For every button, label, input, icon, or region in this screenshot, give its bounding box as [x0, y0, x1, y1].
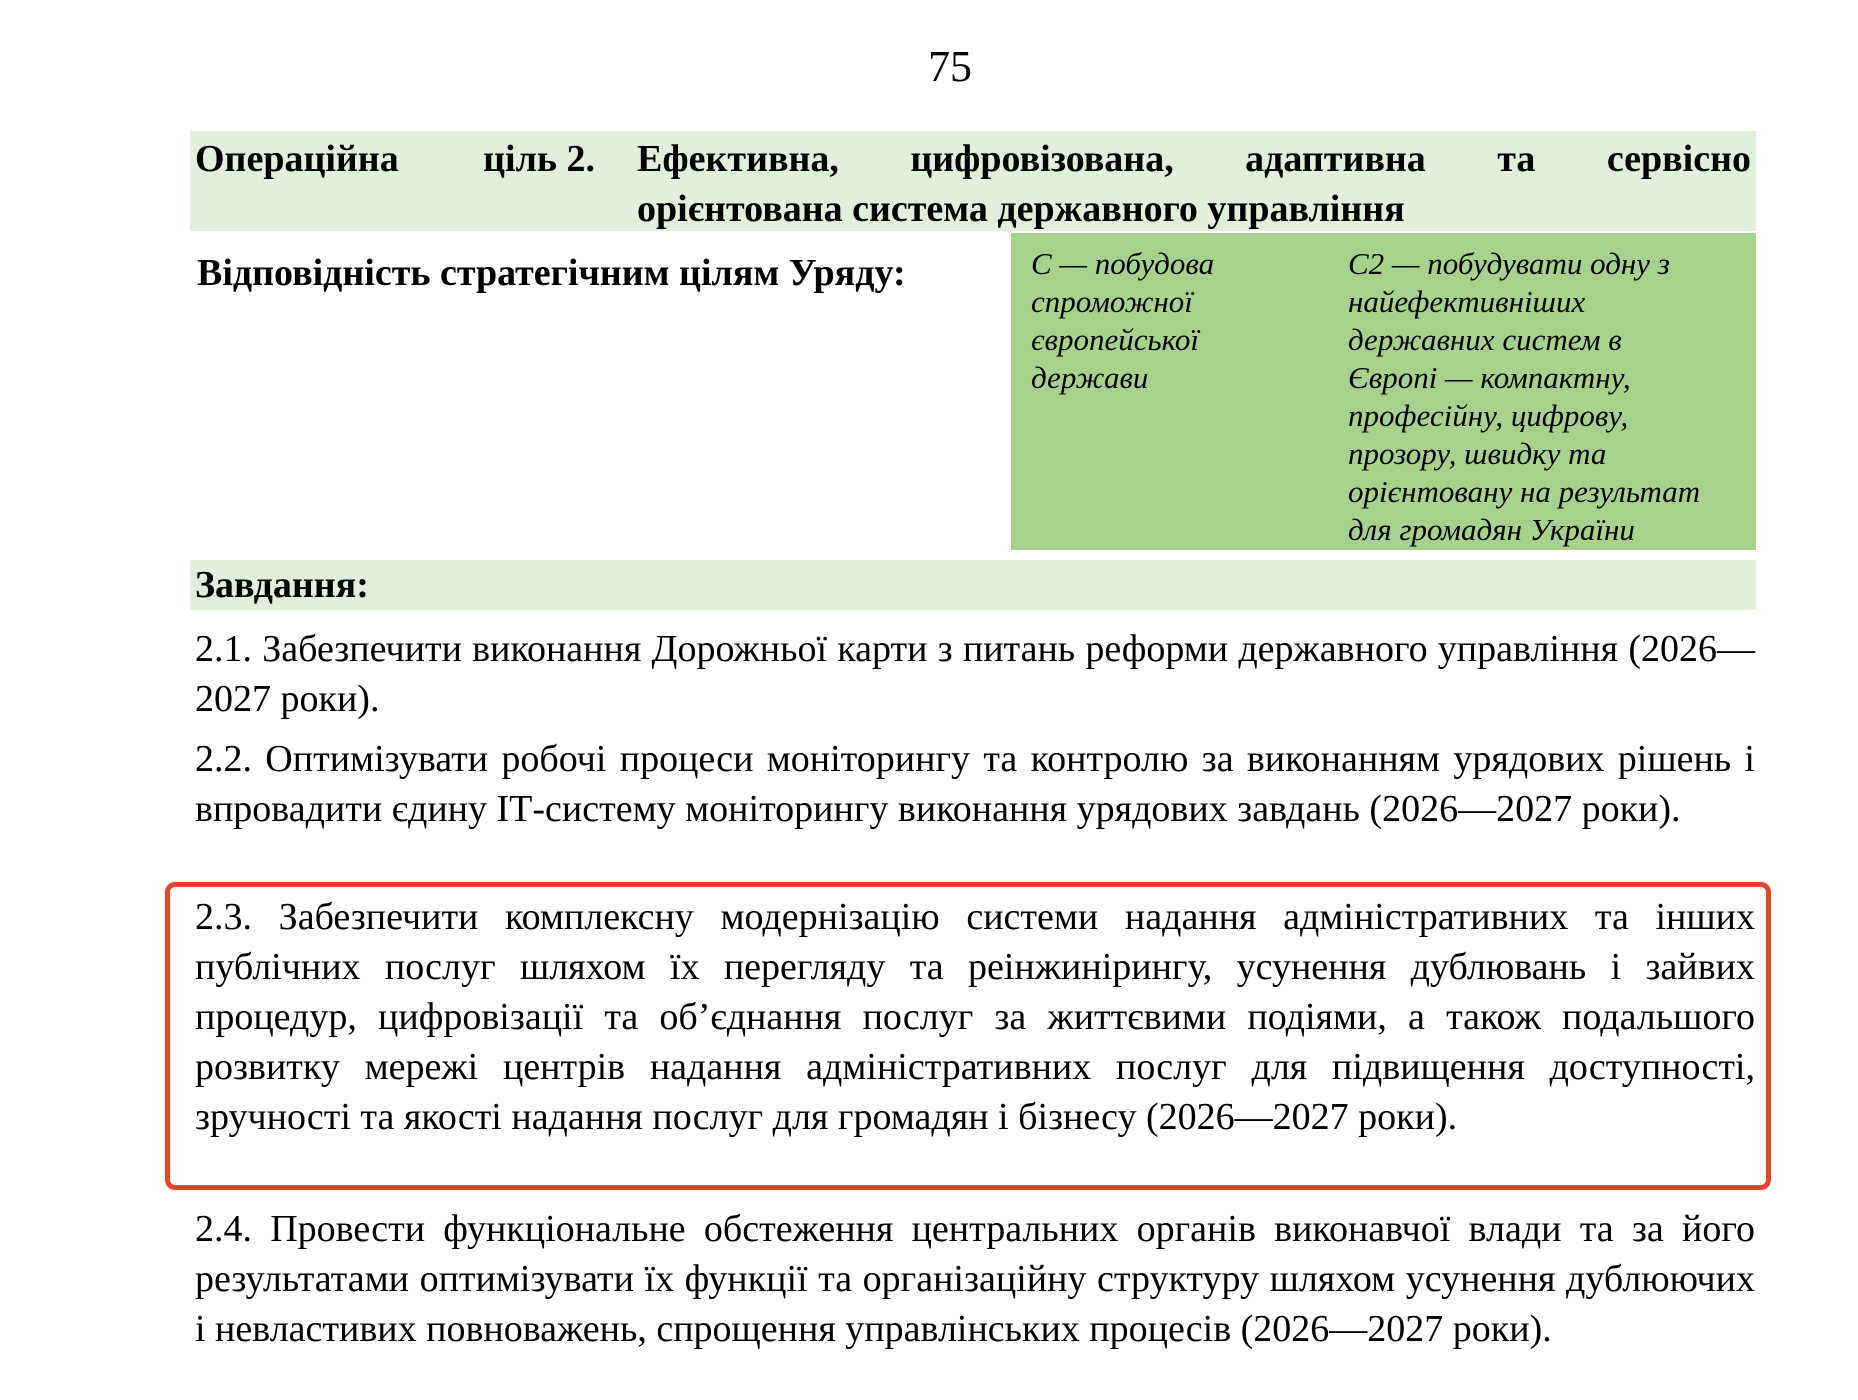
task-item-2-1: 2.1. Забезпечити виконання Дорожньої карти з питань реформи державного управління (2026—2027 роки).: [195, 628, 1755, 720]
objective-title-line1: Ефективна, цифровізована, адаптивна та сервісно: [637, 138, 1751, 180]
objective-label: [195, 134, 595, 184]
strategic-goals-box: [1011, 233, 1756, 550]
task-item-2-3: 2.3. Забезпечити комплексну модернізацію системи надання адміністративних та інших публічних послуг шляхом їх перегляду та реінжинірингу, усунення дублювань і зайвих процедур, цифровізації та об’єднання послуг за життєвими подіями, а також подальшого розвитку мережі центрів надання адміністративних послуг для підвищення доступності, зручності та якості надання послуг для громадян і бізнесу (2026—2027 роки).: [195, 896, 1755, 1138]
page-number: 75: [928, 42, 972, 91]
tasks-heading: [190, 560, 1756, 610]
objective-label-number: ціль 2.: [483, 138, 595, 180]
goal-c: С — побудова спроможної європейської держави: [1031, 246, 1215, 395]
objective-title-line2: орієнтована система державного управління: [637, 188, 1405, 230]
task-item-2-4: 2.4. Провести функціональне обстеження центральних органів виконавчої влади та за його результатами оптимізувати їх функції та організаційну структуру шляхом усунення дублюючих і невластивих повноважень, спрощення управлінських процесів (2026—2027 роки).: [195, 1208, 1755, 1350]
task-item-2-2: 2.2. Оптимізувати робочі процеси моніторингу та контролю за виконанням урядових рішень і впровадити єдину ІТ-систему моніторингу виконання урядових завдань (2026—2027 роки).: [195, 738, 1755, 830]
alignment-label: Відповідність стратегічним цілям Уряду:: [197, 252, 906, 294]
objective-header: [190, 131, 1756, 231]
objective-label-word: Операційна: [195, 138, 399, 180]
goal-c2: С2 — побудувати одну з найефективніших державних систем в Європі — компактну, професійну, цифрову, прозору, швидку та орієнтовану на результат для громадян України: [1348, 246, 1701, 547]
highlight-box: [165, 882, 1771, 1190]
tasks-heading-text: Завдання:: [195, 564, 369, 606]
